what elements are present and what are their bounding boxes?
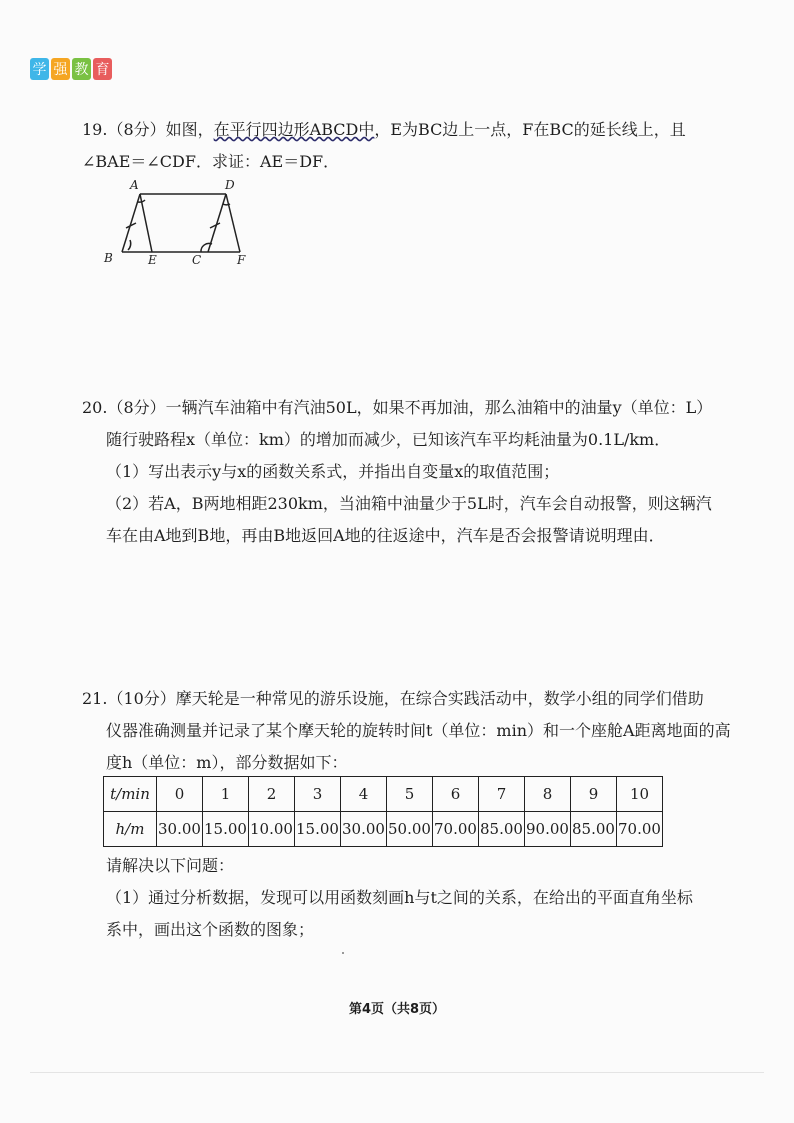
- table-cell: 50.00: [387, 812, 433, 847]
- parallelogram-figure: [100, 176, 260, 266]
- table-cell: 1: [203, 777, 249, 812]
- question-20-part-2-line-2: 车在由A地到B地，再由B地返回A地的往返途中，汽车是否会报警请说明理由．: [106, 526, 665, 545]
- table-cell: 8: [525, 777, 571, 812]
- table-row-h: [104, 812, 663, 847]
- row-header-t: t/min: [104, 777, 157, 812]
- label-c: C: [192, 253, 202, 266]
- brand-logo: [30, 58, 112, 82]
- table-cell: 10: [617, 777, 663, 812]
- question-21-prompt: 请解决以下问题：: [106, 856, 235, 875]
- question-20-line-2: 随行驶路程x（单位：km）的增加而减少，已知该汽车平均耗油量为0.1L/km．: [106, 430, 671, 449]
- table-cell: 85.00: [571, 812, 617, 847]
- table-cell: 90.00: [525, 812, 571, 847]
- table-cell: 15.00: [203, 812, 249, 847]
- row-header-h: h/m: [104, 812, 157, 847]
- table-cell: 30.00: [157, 812, 203, 847]
- question-21-part-1-line-2: 系中，画出这个函数的图象；: [106, 920, 315, 939]
- label-e: E: [148, 253, 157, 266]
- label-d: D: [225, 178, 235, 192]
- question-19-line-1: [82, 114, 722, 146]
- bottom-rule: [30, 1072, 764, 1073]
- table-cell: 70.00: [617, 812, 663, 847]
- label-a: A: [130, 178, 139, 192]
- label-f: F: [237, 253, 246, 266]
- question-21-part-1-line-1: （1）通过分析数据，发现可以用函数刻画h与t之间的关系，在给出的平面直角坐标: [106, 888, 693, 907]
- table-cell: 70.00: [433, 812, 479, 847]
- edge-df: [226, 194, 240, 252]
- logo-char: 学: [30, 58, 49, 80]
- q19-underlined: 在平行四边形ABCD中: [213, 120, 375, 139]
- question-19-line-2: ∠BAE＝∠CDF．求证：AE＝DF．: [82, 152, 340, 171]
- angle-arc: [128, 240, 131, 250]
- table-cell: 7: [479, 777, 525, 812]
- q19-rest: ，E为BC边上一点，F在BC的延长线上，且: [374, 120, 686, 139]
- question-21: [82, 683, 732, 779]
- question-20-part-1: （1）写出表示y与x的函数关系式，并指出自变量x的取值范围；: [106, 462, 560, 481]
- table-cell: 5: [387, 777, 433, 812]
- question-20-line-1: 20.（8分）一辆汽车油箱中有汽油50L，如果不再加油，那么油箱中的油量y（单位：L）: [82, 398, 713, 417]
- table-cell: 6: [433, 777, 479, 812]
- segment-ae: [140, 194, 152, 252]
- q19-prefix: 19.（8分）如图，: [82, 120, 214, 139]
- logo-char: 育: [93, 58, 112, 80]
- table-cell: 0: [157, 777, 203, 812]
- scan-speck: [342, 952, 344, 954]
- question-21-continued: [82, 850, 732, 946]
- table-cell: 9: [571, 777, 617, 812]
- question-21-line-2: 仪器准确测量并记录了某个摩天轮的旋转时间t（单位：min）和一个座舱A距离地面的高: [106, 721, 731, 740]
- question-20: [82, 392, 732, 552]
- question-21-line-3: 度h（单位：m），部分数据如下：: [106, 753, 348, 772]
- question-21-line-1: 21.（10分）摩天轮是一种常见的游乐设施，在综合实践活动中，数学小组的同学们借助: [82, 689, 704, 708]
- angle-arc: [223, 204, 230, 205]
- data-table: [103, 776, 663, 847]
- table-cell: 15.00: [295, 812, 341, 847]
- table-cell: 30.00: [341, 812, 387, 847]
- table-cell: 10.00: [249, 812, 295, 847]
- table-row-t: [104, 777, 663, 812]
- label-b: B: [104, 251, 113, 265]
- logo-char: 教: [72, 58, 91, 80]
- page-number: 第4页（共8页）: [348, 1002, 446, 1017]
- table-cell: 4: [341, 777, 387, 812]
- table-cell: 2: [249, 777, 295, 812]
- question-19: [82, 114, 722, 178]
- question-20-part-2-line-1: （2）若A，B两地相距230km，当油箱中油量少于5L时，汽车会自动报警，则这辆汽: [106, 494, 712, 513]
- table-cell: 3: [295, 777, 341, 812]
- logo-char: 强: [51, 58, 70, 80]
- table-cell: 85.00: [479, 812, 525, 847]
